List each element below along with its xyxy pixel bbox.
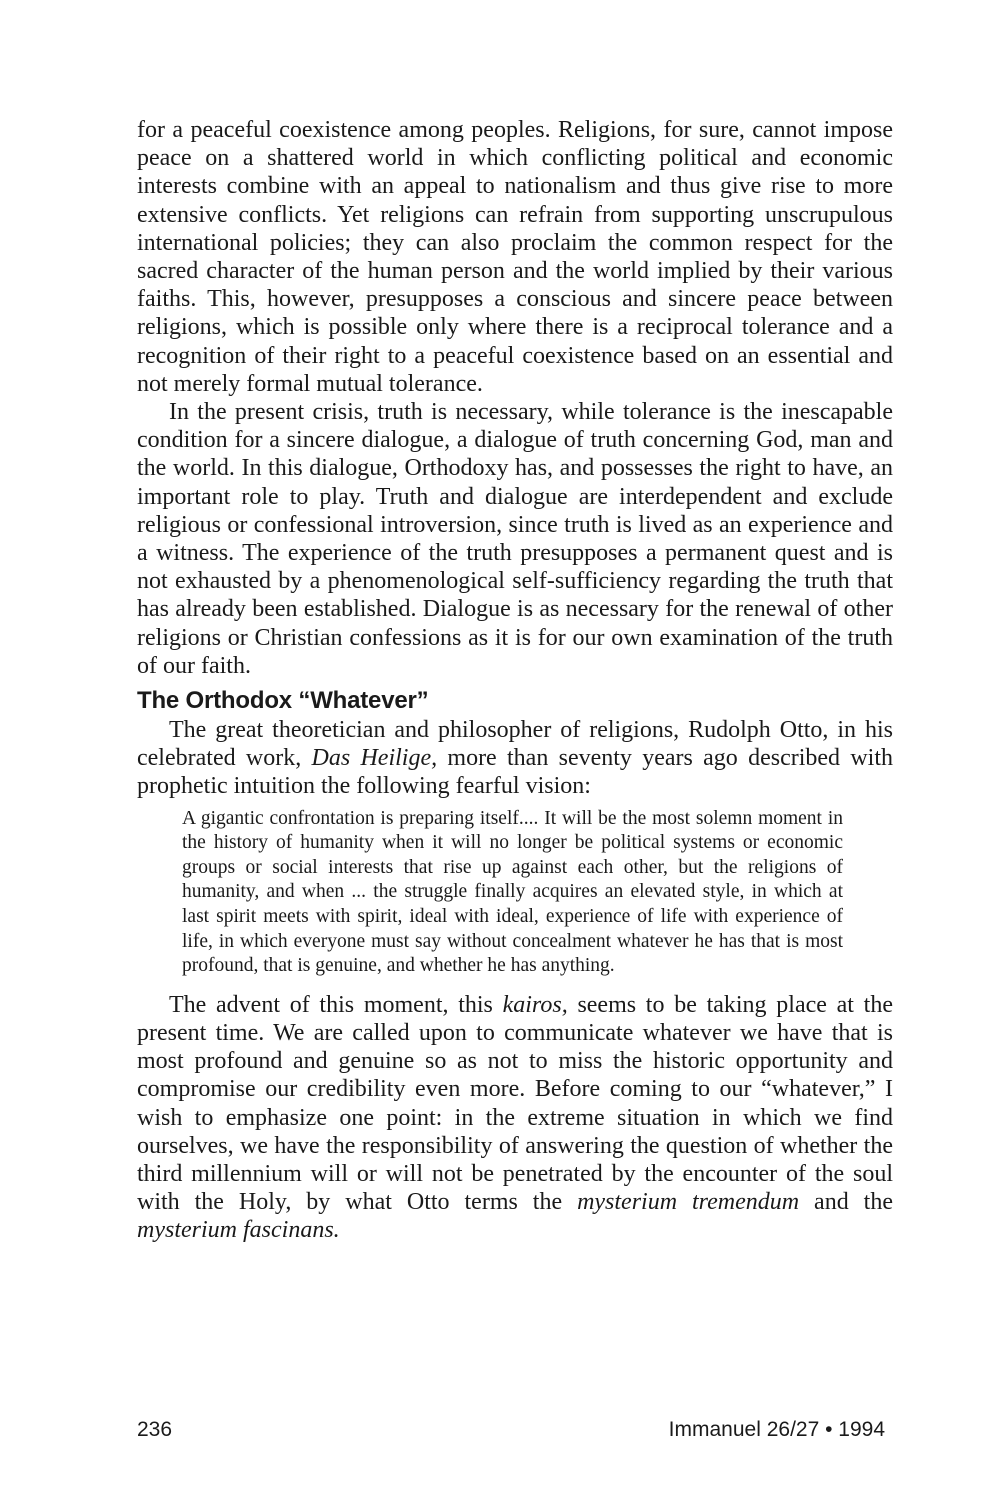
paragraph-4 bbox=[137, 991, 893, 1245]
paragraph-4-term-italic-1: mysterium tremendum bbox=[577, 1189, 800, 1216]
page-footer bbox=[137, 1418, 885, 1442]
page-content bbox=[137, 116, 893, 1245]
journal-citation: Immanuel 26/27 • 1994 bbox=[668, 1418, 885, 1441]
page-number: 236 bbox=[137, 1418, 173, 1441]
paragraph-4-text-c: and the bbox=[799, 1189, 893, 1216]
paragraph-4-text-a: The advent of this moment, this bbox=[169, 991, 503, 1018]
paragraph-3-title-italic: Das Heilige, bbox=[311, 745, 438, 772]
paragraph-4-term-italic-2: mysterium fascinans. bbox=[137, 1217, 340, 1244]
paragraph-2: In the present crisis, truth is necessary, while tolerance is the inescapable condition for a sincere dialogue, a dialogue of truth concerning God, man and the world. In this dialogue, Orthodoxy has, and possesses the right to have, an important role to play. Truth and dialogue are interdependent and exclude religious or confessional introversion, since truth is lived as an experience and a witness. The experience of the truth presupposes a permanent quest and is not exhausted by a phenomenological self-sufficiency regarding the truth that has already been established. Dialogue is as necessary for the renewal of other religions or Christian confessions as it is for our own examination of the truth of our faith. bbox=[137, 399, 893, 679]
paragraph-3-text-b: more than seventy years ago described with prophetic intuition the following fearful vision: bbox=[137, 745, 894, 800]
paragraph-3 bbox=[137, 716, 893, 801]
paragraph-1: for a peaceful coexistence among peoples. Religions, for sure, cannot impose peace on a shattered world in which conflicting political and economic interests combine with an appeal to nationalism and thus give rise to more extensive conflicts. Yet religions can refrain from supporting unscrupulous international policies; they can also proclaim the common respect for the sacred character of the human person and the world implied by their various faiths. This, however, presupposes a conscious and sincere peace between religions, which is possible only where there is a reciprocal tolerance and a recognition of their right to a peaceful coexistence based on an essential and not merely formal mutual tolerance. bbox=[137, 117, 893, 397]
paragraph-4-text-b: seems to be taking place at the present time. We are called upon to communicate whatever we have that is most profound and genuine so as not to miss the historic opportunity and compromise our credibility even more. Before coming to our “whatever,” I wish to emphasize one point: in the extreme situation in which we find ourselves, we have the responsibility of answering the question of whether the third millennium will or will not be penetrated by the encounter of the soul with the Holy, by what Otto terms the bbox=[137, 991, 893, 1216]
paragraph-3-text-a: The great theoretician and philosopher of religions, Rudolph Otto, in his celebrated work, bbox=[137, 717, 893, 772]
paragraph-4-kairos-italic: kairos, bbox=[502, 991, 568, 1018]
block-quote: A gigantic confrontation is preparing itself.... It will be the most solemn moment in the history of humanity when it will no longer be political systems or economic groups or social interests that rise up against each other, but the religions of humanity, and when ... the struggle finally acquires an elevated style, in which at last spirit meets with spirit, ideal with ideal, experience of life with experience of life, in which everyone must say without concealment whatever he has that is most profound, that is genuine, and whether he has anything. bbox=[182, 807, 843, 977]
section-heading: The Orthodox “Whatever” bbox=[137, 687, 429, 715]
